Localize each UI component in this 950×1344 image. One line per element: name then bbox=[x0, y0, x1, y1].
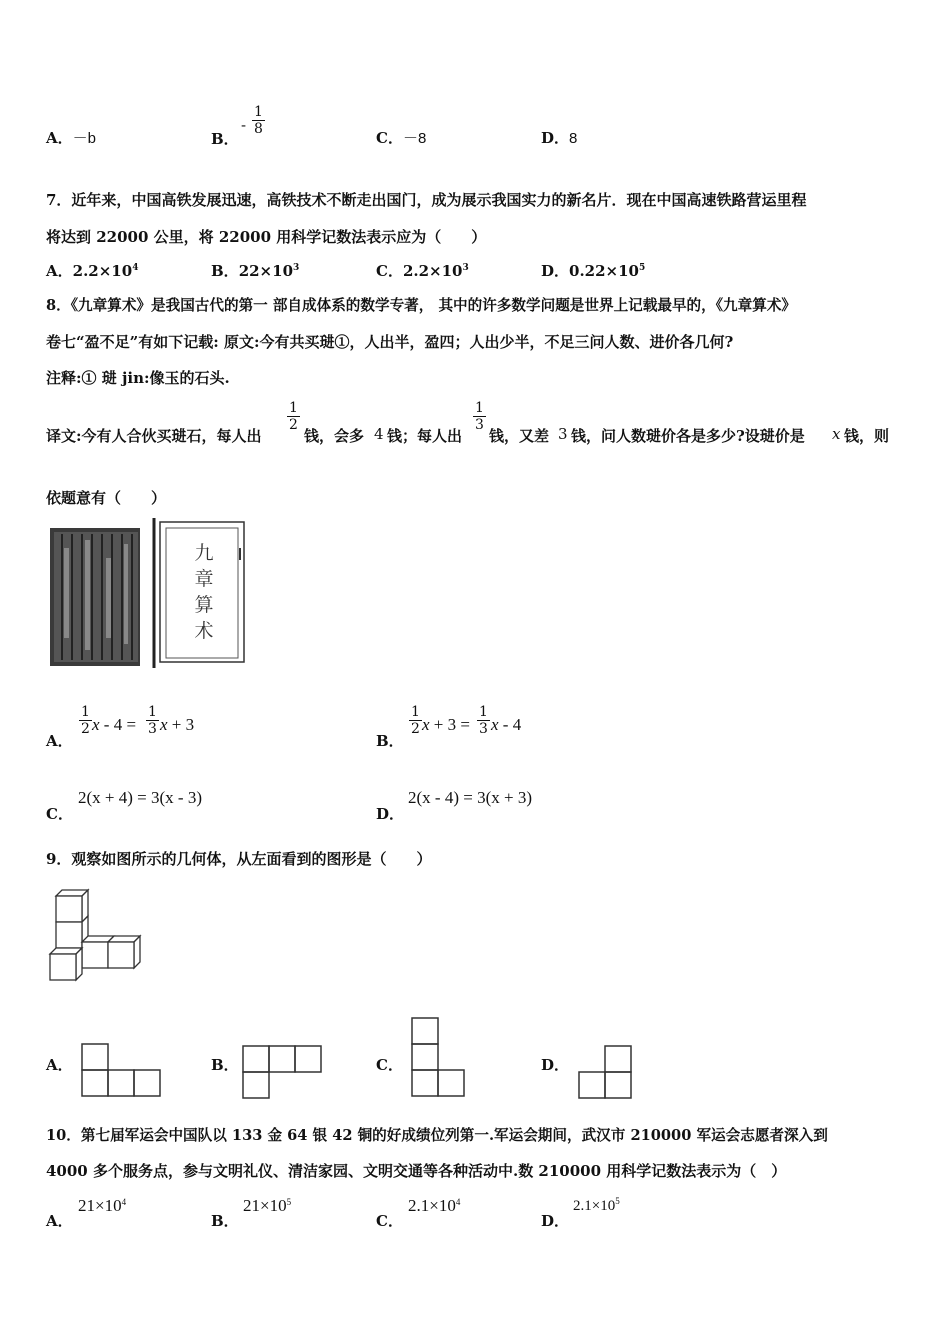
q8-stem-line1: 8．《九章算术》是我国古代的第一 部自成体系的数学专著， 其中的许多数学问题是世界上记载最早的，《九章算术》 bbox=[46, 297, 797, 314]
q7-option-a[interactable] bbox=[46, 260, 138, 281]
option-value: －8 bbox=[402, 130, 427, 147]
fraction-numerator: 1 bbox=[254, 104, 263, 120]
q6-option-a[interactable] bbox=[46, 127, 96, 148]
fraction-one-third bbox=[477, 704, 490, 737]
q9-option-b[interactable] bbox=[211, 1044, 341, 1104]
option-label: C． bbox=[376, 262, 403, 280]
option-base: 2.1×10 bbox=[408, 1196, 456, 1215]
fraction-numerator: 1 bbox=[411, 704, 420, 720]
option-label: D． bbox=[376, 805, 405, 823]
q7-stem-line1: 7．近年来，中国高铁发展迅速，高铁技术不断走出国门，成为展示我国实力的新名片．现在中国高速铁路营运里程 bbox=[46, 191, 807, 209]
option-b-figure bbox=[241, 1044, 325, 1102]
translation-part-2: 钱，会多 bbox=[304, 427, 365, 445]
equation-end: x + 3 bbox=[160, 715, 195, 734]
equation-middle: x - 4 = bbox=[92, 715, 137, 734]
option-label: C． bbox=[376, 1212, 403, 1230]
q7-option-d[interactable] bbox=[541, 260, 645, 281]
fraction-numerator: 1 bbox=[289, 400, 298, 416]
variable-x: x bbox=[491, 715, 499, 734]
q10-stem-line2: 4000 多个服务点，参与文明礼仪、清洁家园、文明交通等各种活动中.数 210000 用科学记数法表示为（ ） bbox=[46, 1162, 787, 1180]
fraction-denominator: 3 bbox=[148, 721, 157, 738]
q7-option-c[interactable] bbox=[376, 260, 469, 281]
q8-option-a[interactable] bbox=[46, 704, 346, 754]
option-label: C． bbox=[376, 1056, 403, 1074]
q8-stem-line5: 依题意有（ ） bbox=[46, 489, 167, 507]
fraction-one-half bbox=[287, 400, 300, 433]
solid-figure bbox=[46, 884, 152, 988]
translation-part-4: 钱，又差 bbox=[489, 427, 550, 445]
option-expression bbox=[243, 1196, 291, 1216]
q7-option-b[interactable] bbox=[211, 260, 299, 281]
number-four: 4 bbox=[374, 425, 384, 443]
equation-end: x - 4 bbox=[491, 715, 522, 734]
book-title-char: 算 bbox=[194, 594, 214, 616]
option-label: D． bbox=[541, 262, 570, 280]
option-label: A． bbox=[46, 129, 73, 147]
q9-stem: 9．观察如图所示的几何体，从左面看到的图形是（ ） bbox=[46, 850, 432, 868]
book-title-vertical bbox=[192, 540, 216, 644]
option-exponent: 3 bbox=[293, 263, 300, 273]
option-label: A． bbox=[46, 732, 73, 750]
option-value: －b bbox=[72, 130, 96, 147]
option-label: D． bbox=[541, 129, 570, 147]
option-expression bbox=[573, 1196, 620, 1215]
option-label: B． bbox=[376, 732, 404, 750]
option-base: 21×10 bbox=[78, 1196, 122, 1215]
variable-x: x bbox=[160, 715, 168, 734]
fraction-one-third bbox=[146, 704, 159, 737]
option-label: B． bbox=[211, 262, 239, 280]
fraction-numerator: 1 bbox=[475, 400, 484, 416]
book-title-char: 术 bbox=[194, 620, 214, 642]
option-expression bbox=[408, 1196, 460, 1216]
option-label: B． bbox=[211, 1056, 239, 1074]
number-three: 3 bbox=[558, 425, 568, 443]
q8-stem-line2: 卷七“盈不足”有如下记载: 原文:今有共买琎①，人出半，盈四；人出少半，不足三问人数、进价各几何? bbox=[46, 333, 734, 351]
option-exponent: 3 bbox=[462, 263, 469, 273]
q9-option-c[interactable] bbox=[376, 1016, 506, 1102]
option-d-figure bbox=[577, 1044, 637, 1102]
q10-stem-line1: 10．第七届军运会中国队以 133 金 64 银 42 铜的好成绩位列第一.军运会期间，武汉市 210000 军运会志愿者深入到 bbox=[46, 1127, 828, 1144]
option-base: 22×10 bbox=[238, 262, 294, 280]
book-photo bbox=[50, 518, 246, 668]
fraction-denominator: 2 bbox=[81, 721, 90, 738]
fraction-numerator: 1 bbox=[81, 704, 90, 720]
translation-part-6: 钱，则 bbox=[844, 427, 890, 445]
cube-stack-illustration bbox=[46, 884, 152, 984]
fraction-denominator: 2 bbox=[411, 721, 420, 738]
option-exponent: 4 bbox=[121, 1197, 127, 1207]
option-exponent: 5 bbox=[639, 263, 646, 273]
variable-x: x bbox=[832, 425, 841, 443]
option-label: C． bbox=[46, 805, 73, 823]
option-label: D． bbox=[541, 1212, 570, 1230]
q9-option-d[interactable] bbox=[541, 1044, 671, 1104]
option-base: 2.1×10 bbox=[573, 1198, 616, 1214]
option-exponent: 5 bbox=[286, 1197, 292, 1207]
translation-part-1: 译文:今有人合伙买琎石，每人出 bbox=[46, 427, 262, 445]
book-title-char: 章 bbox=[194, 568, 214, 590]
option-label: D． bbox=[541, 1056, 570, 1074]
q7-stem-line2: 将达到 22000 公里，将 22000 用科学记数法表示应为（ ） bbox=[46, 228, 487, 246]
q6-option-d[interactable] bbox=[541, 127, 577, 148]
option-value: 8 bbox=[569, 130, 578, 147]
variable-x: x bbox=[92, 715, 100, 734]
q6-option-b[interactable] bbox=[211, 104, 263, 148]
fraction-denominator: 2 bbox=[289, 417, 298, 434]
fraction-denominator: 3 bbox=[475, 417, 484, 434]
book-illustration bbox=[50, 518, 246, 668]
option-label: B． bbox=[211, 130, 239, 148]
fraction-numerator: 1 bbox=[479, 704, 488, 720]
fraction-one-eighth bbox=[252, 104, 265, 137]
variable-x: x bbox=[422, 715, 430, 734]
fraction-denominator: 3 bbox=[479, 721, 488, 738]
book-title-char: 九 bbox=[194, 542, 214, 564]
fraction-one-half bbox=[79, 704, 92, 737]
q10-option-a[interactable] bbox=[46, 1196, 196, 1230]
option-label: C． bbox=[376, 129, 403, 147]
fraction-one-third bbox=[473, 400, 486, 433]
q6-option-c[interactable] bbox=[376, 127, 426, 148]
option-label: B． bbox=[211, 1212, 239, 1230]
option-base: 2.2×10 bbox=[72, 262, 133, 280]
q10-option-c[interactable] bbox=[376, 1196, 526, 1230]
option-a-figure bbox=[80, 1042, 164, 1100]
option-label: A． bbox=[46, 262, 73, 280]
option-exponent: 5 bbox=[615, 1196, 620, 1206]
fraction-numerator: 1 bbox=[148, 704, 157, 720]
translation-part-5: 钱，问人数琎价各是多少?设琎价是 bbox=[571, 427, 805, 445]
option-base: 21×10 bbox=[243, 1196, 287, 1215]
option-expression bbox=[78, 1196, 126, 1216]
option-exponent: 4 bbox=[132, 263, 139, 273]
minus-sign: - bbox=[241, 116, 247, 134]
fraction-denominator: 8 bbox=[254, 121, 263, 138]
option-base: 2.2×10 bbox=[402, 262, 463, 280]
equation: 2(x - 4) = 3(x + 3) bbox=[408, 788, 532, 807]
equation: 2(x + 4) = 3(x - 3) bbox=[78, 788, 202, 807]
q10-option-d[interactable] bbox=[541, 1196, 691, 1230]
q8-translation bbox=[46, 400, 926, 460]
option-label: A． bbox=[46, 1056, 73, 1074]
option-c-figure bbox=[410, 1016, 470, 1100]
q8-note: 注释:① 琎 jin:像玉的石头. bbox=[46, 369, 230, 387]
option-label: A． bbox=[46, 1212, 73, 1230]
option-exponent: 4 bbox=[455, 1197, 461, 1207]
translation-part-3: 钱；每人出 bbox=[387, 427, 463, 445]
option-base: 0.22×10 bbox=[569, 262, 639, 280]
q10-option-b[interactable] bbox=[211, 1196, 361, 1230]
q9-option-a[interactable] bbox=[46, 1042, 176, 1102]
fraction-one-half bbox=[409, 704, 422, 737]
equation-middle: x + 3 = bbox=[422, 715, 470, 734]
q8-option-b[interactable] bbox=[376, 704, 676, 754]
